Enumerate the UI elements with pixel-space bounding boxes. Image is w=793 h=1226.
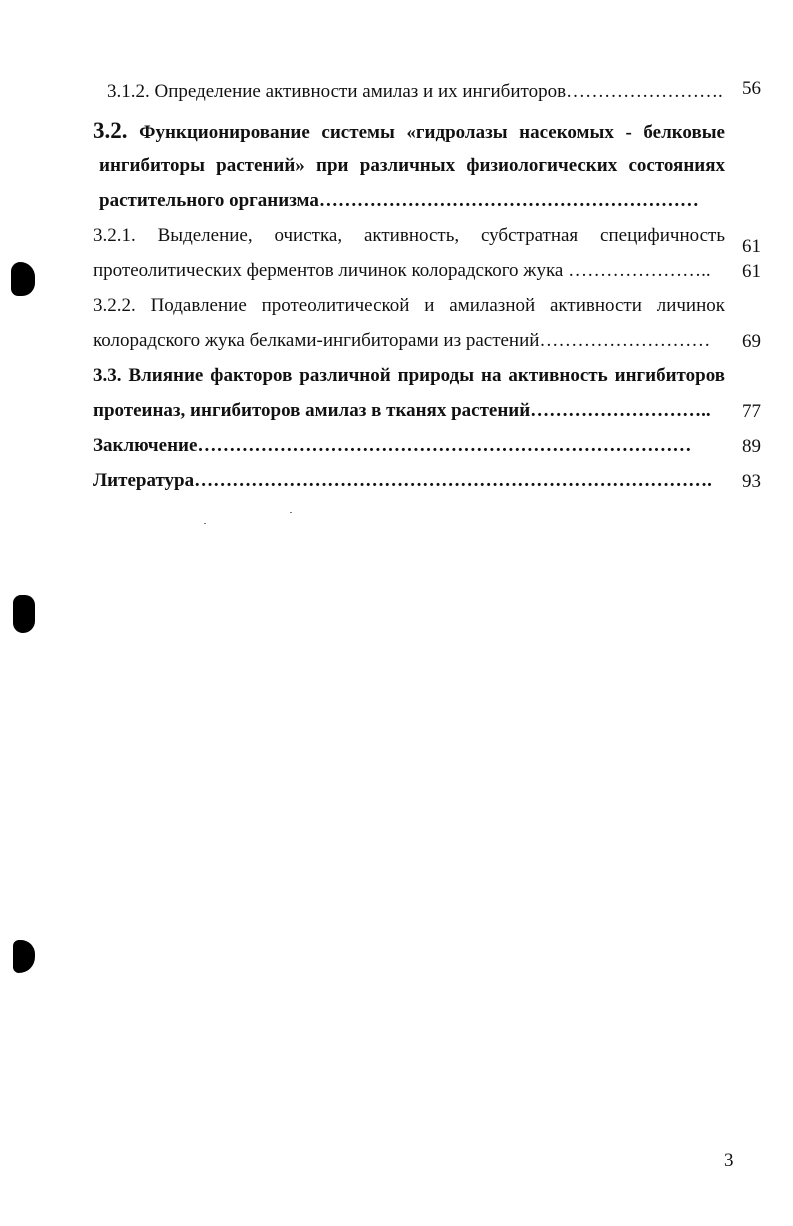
scan-punch-hole-mark — [13, 595, 35, 633]
toc-entry-conclusion[interactable] — [93, 428, 761, 463]
toc-entry-3-2-1[interactable] — [93, 218, 761, 288]
toc-entry-text: 3.1.2. Определение активности амилаз и их ингибиторов……………………. — [107, 81, 723, 102]
toc-entry-line: растительного организма…………………………………………………… — [99, 190, 699, 211]
toc-entry-line: колорадского жука белками-ингибиторами из растений……………………… — [93, 330, 711, 351]
toc-entry-line: протеолитических ферментов личинок колорадского жука ………………….. — [93, 260, 711, 281]
toc-entry-line: 3.2.2. Подавление протеолитической и амилазной активности личинок — [93, 295, 725, 316]
table-of-contents — [93, 74, 761, 498]
scan-speck — [290, 512, 292, 513]
toc-page-number: 69 — [742, 331, 761, 352]
toc-entry-line: ингибиторы растений» при различных физиологических состояниях — [99, 155, 725, 176]
toc-page-number: 61 — [742, 236, 761, 257]
scan-speck — [204, 523, 206, 524]
toc-page-number: 89 — [742, 436, 761, 457]
toc-entry-line: 3.3. Влияние факторов различной природы на активность ингибиторов — [93, 365, 725, 386]
toc-entry-line: протеиназ, ингибиторов амилаз в тканях растений……………………….. — [93, 400, 711, 421]
scan-punch-hole-mark — [11, 262, 35, 296]
toc-page-number: 93 — [742, 471, 761, 492]
toc-entry-line: Функционирование системы «гидролазы насекомых - белковые — [139, 122, 725, 143]
toc-page-number: 61 — [742, 261, 761, 282]
toc-entry-references[interactable] — [93, 463, 761, 498]
toc-page-number: 77 — [742, 401, 761, 422]
toc-entry-text: Заключение…………………………………………………………………… — [93, 435, 692, 456]
toc-entry-line: 3.2.1. Выделение, очистка, активность, субстратная специфичность — [93, 225, 725, 246]
toc-entry-number: 3.2. — [93, 118, 128, 143]
toc-entry-3-2-2[interactable] — [93, 288, 761, 358]
page-number-footer: 3 — [724, 1150, 734, 1171]
toc-entry-text: Литература………………………………………………………………………. — [93, 470, 712, 491]
toc-entry-3-3[interactable] — [93, 358, 761, 428]
toc-entry-3-1-2[interactable] — [93, 74, 761, 109]
scan-punch-hole-mark — [13, 940, 35, 973]
toc-page-number: 56 — [742, 78, 761, 99]
toc-entry-text — [93, 113, 725, 148]
